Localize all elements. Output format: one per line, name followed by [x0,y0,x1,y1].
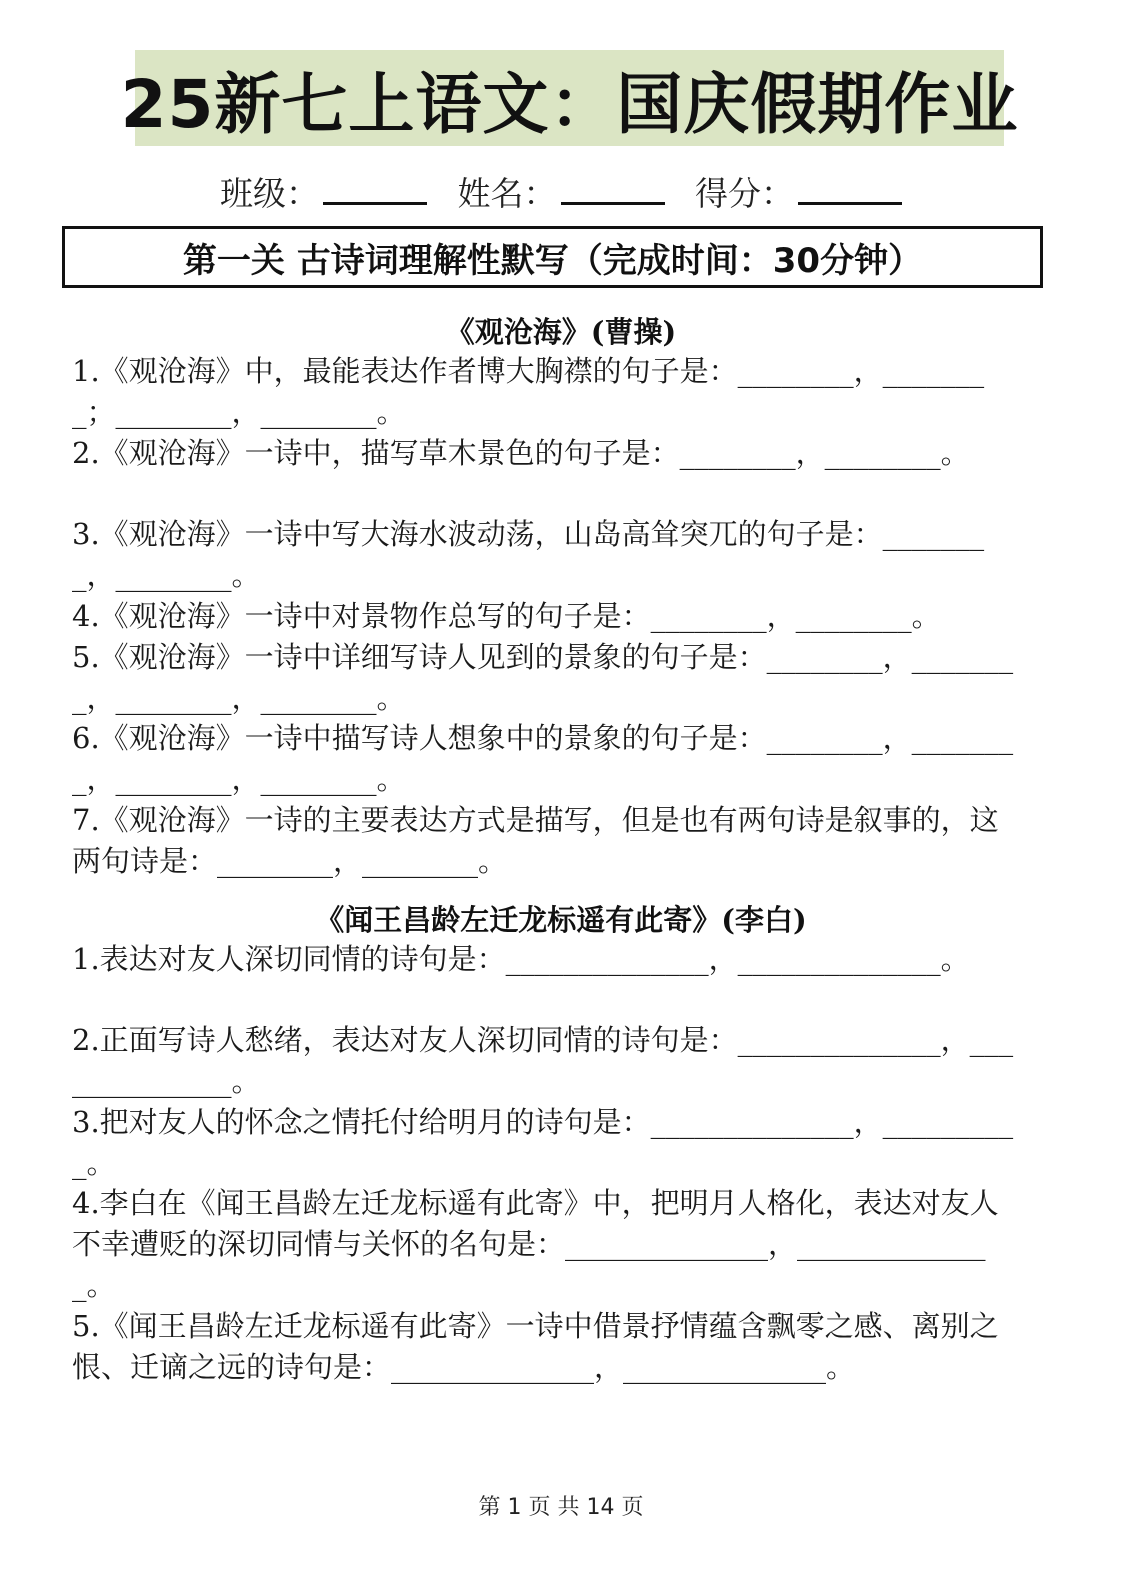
question-item: 4.《观沧海》一诗中对景物作总写的句子是：________，________。 [72,599,941,633]
name-label: 姓名： [457,174,557,213]
score-field [695,174,902,213]
class-field [220,174,438,213]
question-item: 4.李白在《闻王昌龄左迁龙标遥有此寄》中，把明月人格化，表达对友人不幸遭贬的深切同情与关怀的名句是：______________，______________。 [72,1186,999,1302]
class-label: 班级： [220,174,319,213]
score-blank [798,201,902,205]
page-title: 25新七上语文：国庆假期作业 [120,65,1019,143]
poem-title-1: 《观沧海》(曹操) [445,315,677,349]
section-title: 第一关 古诗词理解性默写（完成时间：30分钟） [182,240,923,281]
class-blank [323,201,427,205]
page-footer: 第 1 页 共 14 页 [478,1495,644,1520]
name-blank [561,201,665,205]
name-field [458,174,676,213]
score-label: 得分： [695,174,794,213]
poem-title-2: 《闻王昌龄左迁龙标遥有此寄》(李白) [315,903,807,937]
question-item: 7.《观沧海》一诗的主要表达方式是描写，但是也有两句诗是叙事的，这两句诗是：________，________。 [72,803,999,878]
question-item: 2.正面写诗人愁绪，表达对友人深切同情的诗句是：______________，______________。 [72,1023,1014,1098]
question-item: 1.表达对友人深切同情的诗句是：______________，______________。 [72,942,970,976]
question-item: 5.《观沧海》一诗中详细写诗人见到的景象的句子是：________，________，________，________。 [72,640,1014,715]
question-item: 6.《观沧海》一诗中描写诗人想象中的景象的句子是：________，________，________，________。 [72,721,1014,796]
student-info-line [0,168,1122,215]
question-item: 3.把对友人的怀念之情托付给明月的诗句是：______________，__________。 [72,1105,1014,1180]
question-item: 1.《观沧海》中，最能表达作者博大胸襟的句子是：________，________；________，________。 [72,354,985,429]
question-item: 5.《闻王昌龄左迁龙标遥有此寄》一诗中借景抒情蕴含飘零之感、离别之恨、迁谪之远的诗句是：______________，______________。 [72,1309,999,1384]
question-item: 3.《观沧海》一诗中写大海水波动荡，山岛高耸突兀的句子是：________，________。 [72,517,985,592]
title-banner [120,50,1019,146]
section-header [62,226,1043,288]
question-item: 2.《观沧海》一诗中，描写草木景色的句子是：________，________。 [72,436,970,470]
